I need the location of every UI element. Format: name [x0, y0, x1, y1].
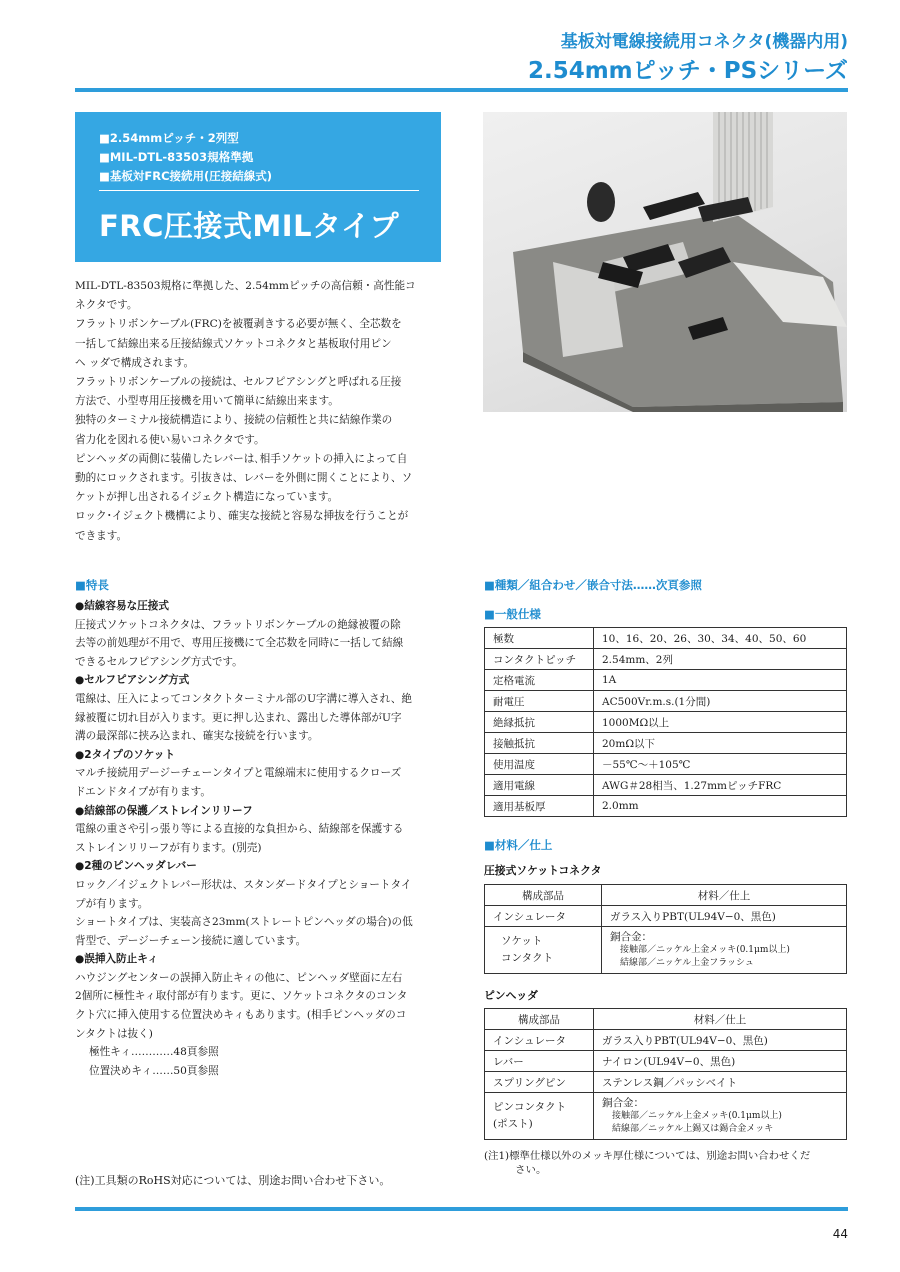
material-value: ナイロン(UL94V−0、黒色): [594, 1051, 847, 1072]
spec-value: 10、16、20、26、30、34、40、50、60: [594, 628, 847, 649]
spec-value: AWG＃28相当、1.27mmピッチFRC: [594, 775, 847, 796]
features-list: [75, 597, 447, 1080]
intro-line: ピンヘッダの両側に装備したレバーは､相手ソケットの挿入によって自: [75, 452, 408, 465]
intro-line: ヘ ッダで構成されます。: [75, 356, 195, 369]
page-reference: 位置決めキィ……50頁参照: [89, 1064, 219, 1077]
material-value: [594, 1093, 847, 1140]
material-line: 接触部／ニッケル上金メッキ(0.1μm以上): [620, 944, 790, 955]
table-row: [485, 1093, 847, 1140]
socket-materials-title: 圧接式ソケットコネクタ: [484, 864, 602, 877]
part-name: スプリングピン: [485, 1072, 594, 1093]
feature-line: 縁被覆に切れ目が入ります。更に押し込まれ、露出した導体部がU字: [75, 711, 402, 724]
table-row: [485, 733, 847, 754]
hero-feature: ■MIL-DTL-83503規格準拠: [99, 150, 254, 164]
page-number: 44: [832, 1227, 848, 1241]
hero-divider: [99, 190, 419, 191]
intro-line: 方法で、小型専用圧接機を用いて簡単に結線出来ます。: [75, 395, 339, 408]
general-spec-table: [484, 627, 847, 817]
intro-line: フラットリボンケーブルの接続は、セルフピアシングと呼ばれる圧接: [75, 376, 402, 389]
header-materials-title: ピンヘッダ: [484, 989, 538, 1002]
spec-value: AC500Vr.m.s.(1分間): [594, 691, 847, 712]
part-name: [485, 927, 602, 974]
intro-line: 独特のターミナル接続構造により、接続の信頼性と共に結線作業の: [75, 414, 393, 427]
feature-line: マルチ接続用デージーチェーンタイプと電線端末に使用するクローズ: [75, 767, 402, 780]
part-name: [485, 1093, 594, 1140]
column-header: 材料／仕上: [594, 1009, 847, 1030]
spec-key: 使用温度: [485, 754, 594, 775]
feature-line: 電線は、圧入によってコンタクトターミナル部のU字溝に導入され、絶: [75, 692, 413, 705]
header-subtitle: 基板対電線接続用コネクタ(機器内用): [560, 32, 848, 52]
spec-value: 1A: [594, 670, 847, 691]
feature-line: 圧接式ソケットコネクタは、フラットリボンケーブルの絶縁被覆の除: [75, 618, 401, 631]
features-heading: ■特長: [75, 578, 109, 592]
feature-title: ●2種のピンヘッダレバー: [75, 860, 197, 873]
hero-box: [75, 112, 441, 262]
spec-key: 適用電線: [485, 775, 594, 796]
part-name-line: コンタクト: [501, 952, 554, 964]
header-materials-table: [484, 1008, 847, 1140]
spec-value: 20mΩ以下: [594, 733, 847, 754]
table-row: [485, 796, 847, 817]
table-row: [485, 691, 847, 712]
spec-key: 耐電圧: [485, 691, 594, 712]
feature-line: 背型で、デージーチェーン接続に適しています。: [75, 934, 307, 947]
product-photo: [483, 112, 847, 412]
connector: [643, 192, 705, 220]
material-line: 結線部／ニッケル上錫又は錫合金メッキ: [612, 1123, 774, 1134]
spec-key: コンタクトピッチ: [485, 649, 594, 670]
material-value: ガラス入りPBT(UL94V−0、黒色): [602, 906, 847, 927]
feature-title: ●結線容易な圧接式: [75, 600, 169, 612]
part-name: レバー: [485, 1051, 594, 1072]
header-title: 2.54mmピッチ・PSシリーズ: [527, 58, 848, 84]
hero-feature: ■2.54mmピッチ・2列型: [99, 131, 239, 145]
part-name-line: ピンコンタクト: [493, 1101, 567, 1113]
footnote-line: (注1)標準仕様以外のメッキ厚仕様については、別途お問い合わせくだ: [484, 1150, 811, 1162]
table-row: [485, 1009, 847, 1030]
table-row: [485, 1051, 847, 1072]
hero-feature: ■基板対FRC接続用(圧接結線式): [99, 169, 273, 183]
feature-line: 溝の最深部に挟み込まれ、確実な接続を行います。: [75, 730, 319, 743]
table-row: [485, 1072, 847, 1093]
footnote-rohs: (注)工具類のRoHS対応については、別途お問い合わせ下さい。: [75, 1174, 391, 1187]
intro-line: 省力化を図れる使い易いコネクタです。: [75, 433, 265, 446]
intro-line: フラットリボンケーブル(FRC)を被覆剥きする必要が無く、全芯数を: [75, 318, 402, 331]
feature-line: 2個所に極性キィ取付部が有ります。更に、ソケットコネクタのコンタ: [75, 990, 408, 1003]
bottom-rule: [75, 1207, 848, 1211]
spec-key: 極数: [485, 628, 594, 649]
table-row: [485, 712, 847, 733]
part-name-line: ソケット: [501, 935, 543, 947]
table-row: [485, 649, 847, 670]
spec-value: 1000MΩ以上: [594, 712, 847, 733]
feature-line: プが有ります。: [75, 897, 149, 910]
material-line: 銅合金：: [610, 930, 652, 943]
material-value: ガラス入りPBT(UL94V−0、黒色): [594, 1030, 847, 1051]
top-rule: [75, 88, 848, 92]
footnote-line: さい。: [484, 1163, 547, 1176]
spec-value: 2.54mm、2列: [594, 649, 847, 670]
material-line: 結線部／ニッケル上金フラッシュ: [620, 957, 754, 968]
connector-photo-illustration: [483, 112, 847, 412]
hero-title: FRC圧接式MILタイプ: [99, 209, 400, 243]
intro-line: ネクタです。: [75, 299, 138, 312]
part-name-line: (ポスト): [493, 1118, 533, 1130]
feature-line: ドエンドタイプが有ります。: [75, 785, 211, 798]
intro-line: 一括して結線出来る圧接結線式ソケットコネクタと基板取付用ピン: [75, 337, 392, 350]
spec-key: 絶縁抵抗: [485, 712, 594, 733]
footnote-plating: [484, 1150, 849, 1177]
intro-line: ロック･イジェクト機構により、確実な接続と容易な挿抜を行うことが: [75, 510, 409, 523]
spec-value: －55℃～＋105℃: [594, 754, 847, 775]
lever: [587, 182, 615, 222]
column-header: 構成部品: [485, 1009, 594, 1030]
material-value: ステンレス鋼／パッシベイト: [594, 1072, 847, 1093]
feature-title: ●セルフピアシング方式: [75, 674, 190, 687]
feature-line: ンタクトは抜く): [75, 1027, 153, 1040]
general-spec-heading: ■一般仕様: [484, 607, 541, 621]
intro-line: MIL-DTL-83503規格に準拠した、2.54mmピッチの高信頼・高性能コ: [75, 280, 416, 292]
material-value: [602, 927, 847, 974]
table-row: [485, 1030, 847, 1051]
feature-line: 電線の重さや引っ張り等による直接的な負担から、結線部を保護する: [75, 823, 404, 836]
table-row: [485, 670, 847, 691]
page-reference: 極性キィ…………48頁参照: [89, 1046, 219, 1059]
feature-line: ハウジングセンターの誤挿入防止キィの他に、ピンヘッダ壁面に左右: [75, 971, 403, 984]
feature-line: ショートタイプは、実装高さ23mm(ストレートピンヘッダの場合)の低: [75, 916, 413, 929]
spec-value: 2.0mm: [594, 796, 847, 817]
materials-heading: ■材料／仕上: [484, 838, 553, 852]
column-header: 材料／仕上: [602, 885, 847, 906]
socket-materials-table: [484, 884, 847, 974]
feature-line: ストレインリリーフが有ります。(別売): [75, 841, 262, 854]
intro-line: ケットが押し出されるイジェクト構造になっています。: [75, 491, 339, 504]
part-name: インシュレータ: [485, 906, 602, 927]
spec-key: 適用基板厚: [485, 796, 594, 817]
feature-title: ●結線部の保護／ストレインリリーフ: [75, 804, 253, 817]
material-line: 銅合金：: [602, 1096, 644, 1109]
types-heading: ■種類／組合わせ／嵌合寸法……次頁参照: [484, 578, 702, 592]
feature-title: ●2タイプのソケット: [75, 748, 175, 761]
feature-line: ロック／イジェクトレバー形状は、スタンダードタイプとショートタイ: [75, 878, 412, 891]
intro-text: [75, 277, 447, 546]
table-row: [485, 754, 847, 775]
column-header: 構成部品: [485, 885, 602, 906]
table-row: [485, 927, 847, 974]
feature-line: 去等の前処理が不用で、専用圧接機にて全芯数を同時に一括して結線: [75, 637, 404, 650]
feature-line: クト穴に挿入使用する位置決めキィもあります。(相手ピンヘッダのコ: [75, 1009, 407, 1022]
feature-title: ●誤挿入防止キィ: [75, 953, 159, 966]
spec-key: 接触抵抗: [485, 733, 594, 754]
intro-line: できます。: [75, 529, 128, 542]
spec-key: 定格電流: [485, 670, 594, 691]
intro-line: 動的にロックされます。引抜きは、レバーを外側に開くことにより、ソ: [75, 472, 413, 485]
material-line: 接触部／ニッケル上金メッキ(0.1μm以上): [612, 1110, 782, 1121]
part-name: インシュレータ: [485, 1030, 594, 1051]
table-row: [485, 906, 847, 927]
table-row: [485, 885, 847, 906]
table-row: [485, 775, 847, 796]
table-row: [485, 628, 847, 649]
feature-line: できるセルフピアシング方式です。: [75, 655, 243, 668]
